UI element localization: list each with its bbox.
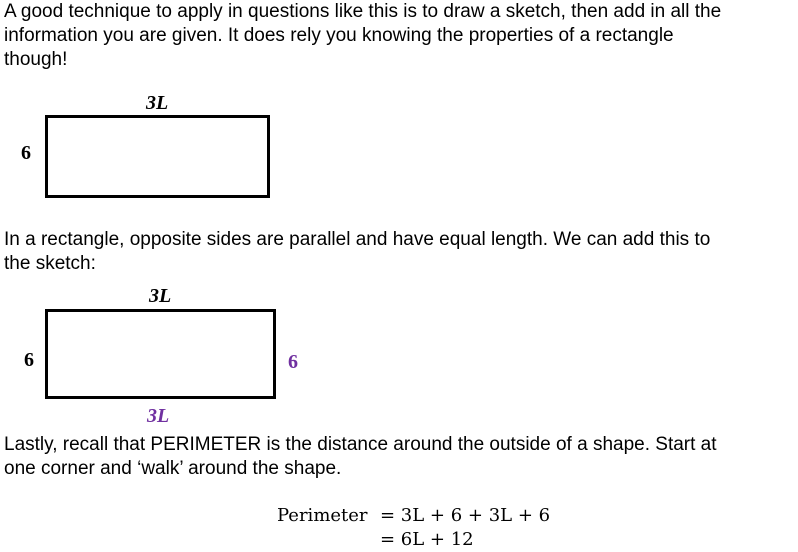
- intro-paragraph: [4, 0, 721, 72]
- sketch1-top-label: 3L: [146, 92, 169, 114]
- middle-line-2: the sketch:: [4, 253, 96, 274]
- equation-rhs-1: = 3L + 6 + 3L + 6: [380, 505, 551, 526]
- sketch1-rectangle: [45, 115, 270, 198]
- sketch2-top-label: 3L: [149, 285, 172, 307]
- sketch2-left-label: 6: [24, 349, 34, 371]
- intro-line-1: A good technique to apply in questions like this is to draw a sketch, then add in all the: [4, 1, 722, 22]
- intro-line-2: information you are given. It does rely you knowing the properties of a rectangle: [4, 25, 674, 46]
- sketch2-right-label: 6: [288, 351, 298, 373]
- sketch2-rectangle: [45, 309, 276, 399]
- sketch2-bottom-label: 3L: [147, 405, 170, 427]
- intro-line-3: though!: [4, 49, 68, 70]
- sketch1-left-label: 6: [21, 142, 31, 164]
- middle-line-1: In a rectangle, opposite sides are parallel and have equal length. We can add this to: [4, 229, 711, 250]
- middle-paragraph: [4, 228, 710, 276]
- equation-rhs-2: = 6L + 12: [380, 529, 474, 550]
- closing-line-1: Lastly, recall that PERIMETER is the distance around the outside of a shape. Start at: [4, 434, 717, 455]
- equation-lhs: Perimeter: [277, 505, 368, 526]
- closing-line-2: one corner and ‘walk’ around the shape.: [4, 458, 342, 479]
- closing-paragraph: [4, 433, 717, 481]
